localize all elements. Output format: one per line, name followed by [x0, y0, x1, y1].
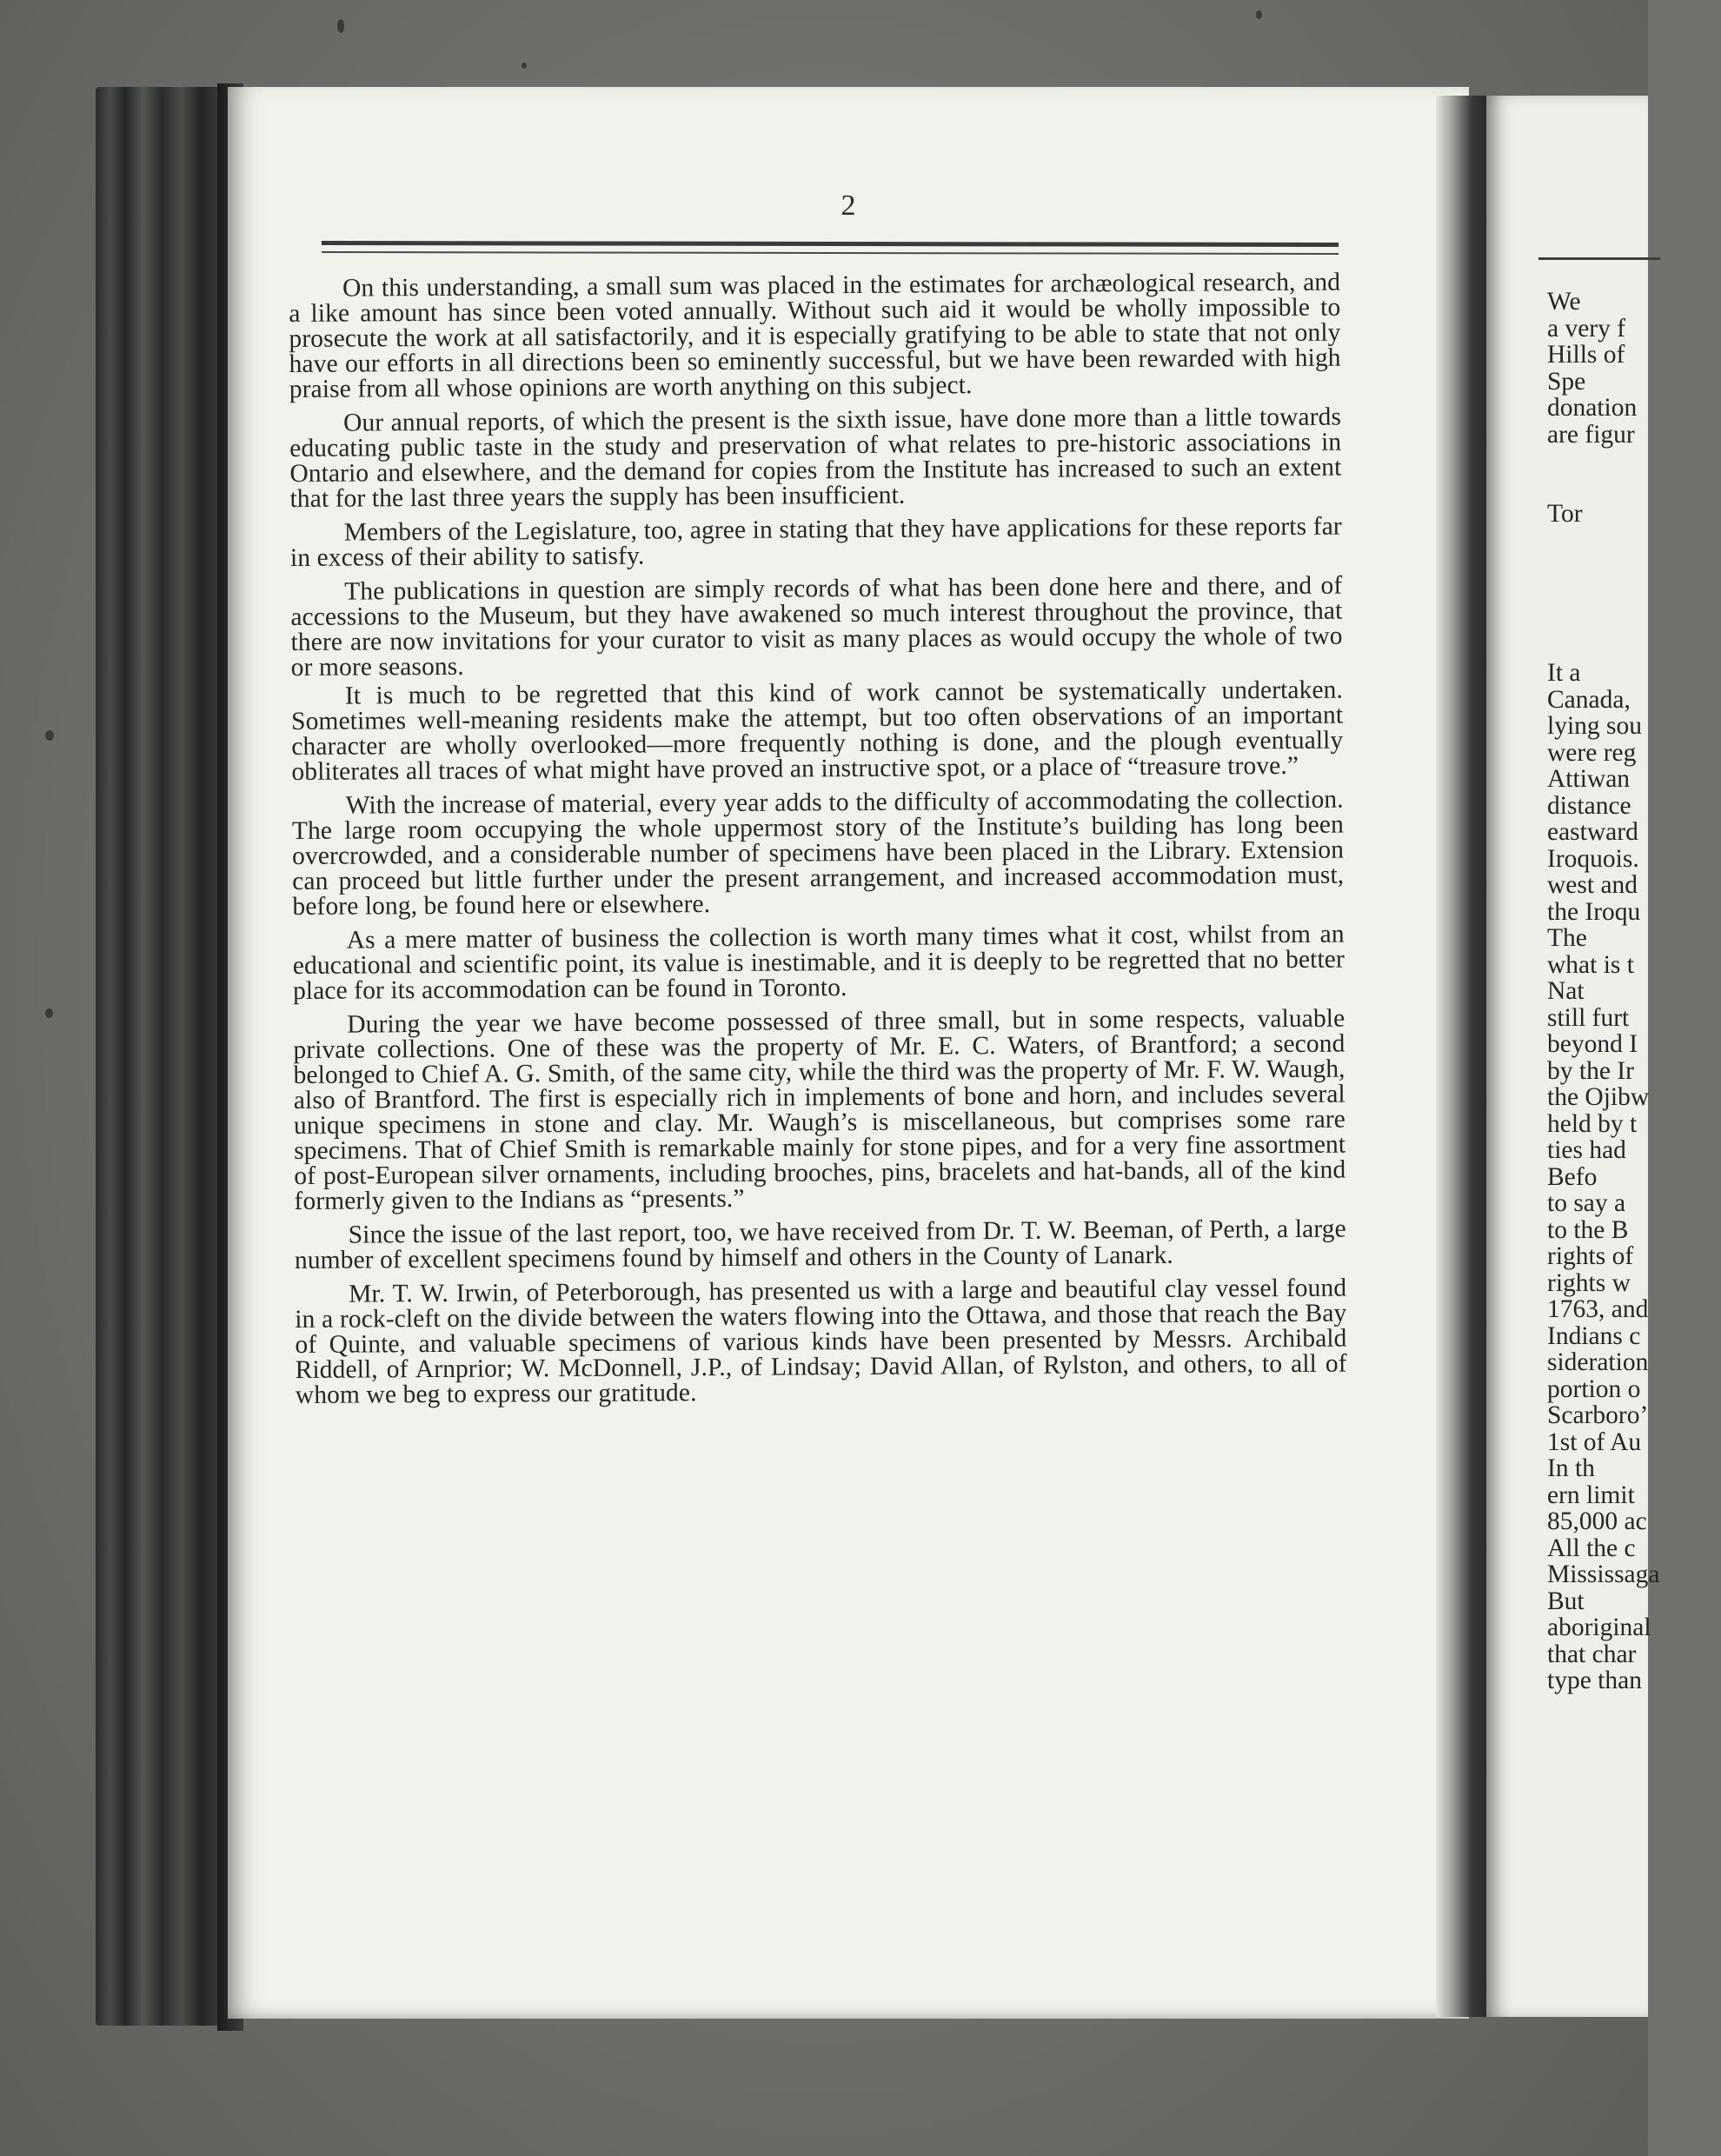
- facing-page-line: beyond I: [1547, 1030, 1638, 1058]
- paragraph: As a mere matter of business the collection is worth many times what it cost, whilst from an educational and scientific point, its value is inestimable, and it is deeply to be regretted that no better place for its accommodation can be found in Toronto.: [292, 920, 1345, 1005]
- facing-page-text: [1547, 289, 1721, 1694]
- facing-page-line: were reg: [1547, 738, 1637, 767]
- body-text: [289, 270, 1347, 1417]
- facing-page-line: Canada,: [1547, 685, 1631, 714]
- facing-page-line: the Iroqu: [1547, 897, 1641, 926]
- left-page: [228, 87, 1469, 2019]
- paragraph: With the increase of material, every year adds to the difficulty of accommodating the collection. The large room occupying the whole uppermost story of the Institute’s building has long been overcrowded, and a considerable number of specimens have been placed in the Library. Extension can proceed but little further under the present arrangement, and increased accommodation must, before long, be found here or elsewhere.: [291, 785, 1345, 921]
- paragraph: The publications in question are simply records of what has been done here and there, and of accessions to the Museum, but they have awakened so much interest throughout the province, that there are now invitations for your curator to visit as many places as would occupy the whole of two or more seasons.: [290, 571, 1343, 682]
- facing-page-line: aboriginal: [1547, 1614, 1651, 1641]
- facing-page-line: to the B: [1547, 1215, 1629, 1244]
- page-number: 2: [841, 190, 856, 222]
- facing-page-line: lying sou: [1547, 712, 1642, 740]
- facing-page-line: 85,000 ac: [1547, 1507, 1647, 1535]
- facing-header-rule: [1538, 257, 1660, 260]
- facing-page-line: It a: [1547, 659, 1581, 687]
- scan-speck: [1256, 10, 1262, 19]
- facing-page-line: rights w: [1547, 1268, 1631, 1297]
- facing-page-line: a very f: [1547, 314, 1626, 343]
- facing-page-line: But: [1547, 1587, 1585, 1615]
- facing-page-line: 1763, and: [1547, 1295, 1649, 1323]
- scan-speck: [45, 730, 54, 741]
- facing-page-line: to say a: [1547, 1189, 1626, 1217]
- facing-page-line: rights of: [1547, 1242, 1634, 1270]
- paragraph: Since the issue of the last report, too, we have received from Dr. T. W. Beeman, of Perth, a large number of excellent specimens found by himself and others in the County of Lanark.: [294, 1214, 1346, 1274]
- facing-page-line: Mississaga: [1547, 1560, 1660, 1588]
- facing-page-line: [1547, 475, 1721, 502]
- facing-page-line: The: [1547, 924, 1587, 952]
- facing-page-line: Iroquois.: [1547, 844, 1639, 873]
- scan-speck: [337, 19, 344, 33]
- facing-page: [1486, 96, 1660, 2017]
- paragraph: During the year we have become possessed of three small, but in some respects, valuable private collections. One of these was the property of Mr. E. C. Waters, of Brantford; a second belonged to Chief A. G. Smith, of the same city, while the third was the property of Mr. F. W. Waugh, also of Brantford. The first is especially rich in implements of bone and horn, and includes several unique specimens in stone and clay. Mr. Waugh’s is miscellaneous, but comprises some rare specimens. That of Chief Smith is remarkable mainly for stone pipes, and for a very fine assortment of post-European silver ornaments, including brooches, pins, bracelets and hat-bands, all of the kind formerly given to the Indians as “presents.”: [293, 1004, 1346, 1215]
- facing-page-line: are figur: [1547, 420, 1635, 449]
- facing-page-line: by the Ir: [1547, 1056, 1634, 1085]
- facing-page-line: [1547, 448, 1721, 475]
- facing-page-line: ern limit: [1547, 1481, 1635, 1509]
- facing-page-line: west and: [1547, 871, 1638, 899]
- facing-page-line: ties had: [1547, 1136, 1626, 1164]
- facing-page-line: the Ojibw: [1547, 1083, 1650, 1111]
- facing-page-line: held by t: [1547, 1109, 1638, 1138]
- facing-page-line: type than: [1547, 1667, 1642, 1694]
- paragraph: On this understanding, a small sum was placed in the estimates for archæological research, and a like amount has since been voted annually. Without such aid it would be wholly impossible to prosecute the work at all satisfactorily, and it is especially gratifying to be able to state that not only have our efforts in all directions been so eminently successful, but we have been rewarded with high praise from all whose opinions are worth anything on this subject.: [289, 268, 1341, 403]
- facing-page-line: Nat: [1547, 977, 1585, 1005]
- facing-page-line: In th: [1547, 1454, 1595, 1482]
- facing-page-line: what is t: [1547, 950, 1634, 979]
- facing-page-line: [1547, 554, 1721, 581]
- facing-page-line: Befo: [1547, 1162, 1598, 1191]
- facing-page-line: still furt: [1547, 1003, 1630, 1032]
- facing-page-line: Scarboro’: [1547, 1401, 1649, 1429]
- paragraph: Our annual reports, of which the present is the sixth issue, have done more than a little towards educating public taste in the study and preservation of what relates to pre-historic associations in Ontario and elsewhere, and the demand for copies from the Institute has increased to such an extent that for the last three years the supply has been insufficient.: [289, 403, 1342, 513]
- facing-page-line: [1547, 581, 1721, 608]
- header-rule-thin: [322, 251, 1339, 255]
- facing-page-line: Hills of: [1547, 341, 1625, 369]
- facing-page-line: All the c: [1547, 1534, 1636, 1562]
- facing-page-line: [1547, 634, 1721, 661]
- scan-speck: [522, 63, 527, 69]
- paragraph: Members of the Legislature, too, agree in stating that they have applications for these reports far in excess of their ability to satisfy.: [289, 512, 1342, 572]
- facing-page-line: [1547, 528, 1721, 555]
- facing-page-line: Tor: [1547, 500, 1583, 528]
- facing-page-line: eastward: [1547, 818, 1638, 846]
- facing-page-line: 1st of Au: [1547, 1427, 1642, 1456]
- facing-page-line: We: [1547, 288, 1581, 316]
- header-rule-thick: [322, 241, 1339, 247]
- facing-page-line: that char: [1547, 1640, 1637, 1668]
- facing-page-line: donation: [1547, 394, 1638, 422]
- facing-page-line: [1547, 607, 1721, 634]
- page-gutter: [1436, 96, 1486, 2017]
- facing-page-line: sideration: [1547, 1348, 1649, 1376]
- facing-page-line: portion o: [1547, 1374, 1641, 1403]
- scan-speck: [45, 1008, 53, 1018]
- facing-page-line: Indians c: [1547, 1321, 1641, 1350]
- facing-page-line: Spe: [1547, 367, 1586, 396]
- paragraph: Mr. T. W. Irwin, of Peterborough, has presented us with a large and beautiful clay vessel found in a rock-cleft on the divide between the waters flowing into the Ottawa, and those that reach the Bay of Quinte, and valuable specimens of various kinds have been presented by Messrs. Archibald Riddell, of Arnprior; W. McDonnell, J.P., of Lindsay; David Allan, of Rylston, and others, to all of whom we beg to express our gratitude.: [295, 1274, 1347, 1409]
- facing-page-line: distance: [1547, 791, 1631, 820]
- facing-page-line: Attiwan: [1547, 765, 1631, 793]
- paragraph: It is much to be regretted that this kind of work cannot be systematically undertaken. Sometimes well-meaning residents make the attempt, but too often observations of an important character are wholly overlooked—more frequently nothing is done, and the plough eventually obliterates all traces of what might have proved an instructive spot, or a place of “treasure trove.”: [291, 675, 1344, 786]
